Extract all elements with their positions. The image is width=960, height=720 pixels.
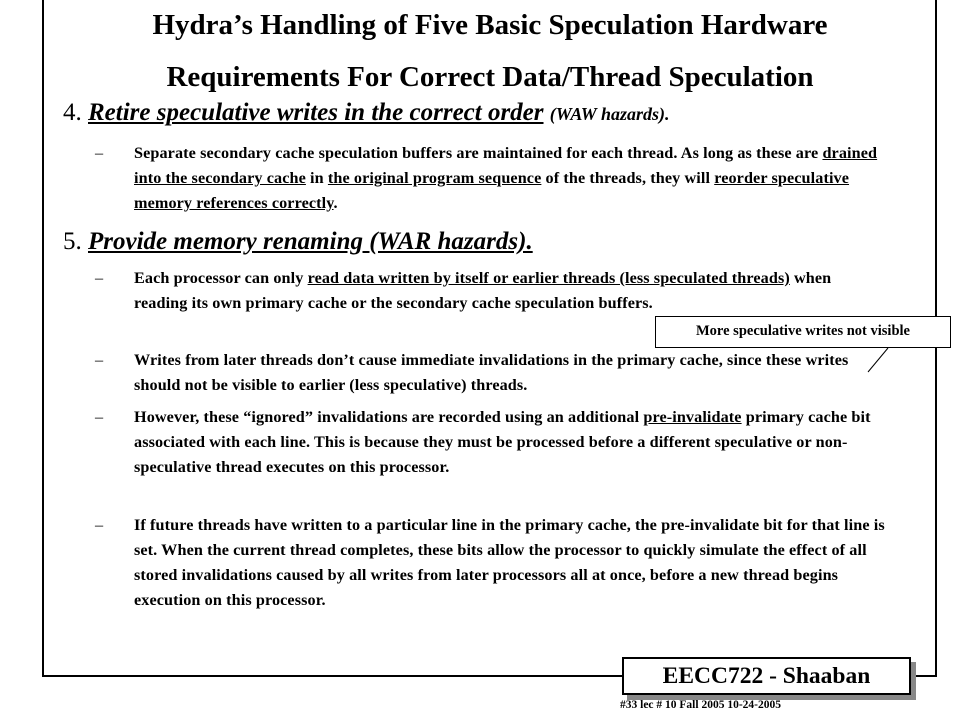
bullet-dash: – — [95, 516, 104, 534]
underline-read-data: read data written by itself or earlier threads (less speculated threads) — [307, 269, 790, 287]
bullet-dash: – — [95, 351, 104, 369]
point-5-heading — [63, 227, 533, 257]
underline-reorder: reorder speculative memory references correctly — [134, 169, 850, 212]
slide-title-line1: Hydra’s Handling of Five Basic Speculation Hardware — [152, 9, 828, 41]
point-4-note: (WAW hazards). — [549, 104, 670, 124]
course-badge: EECC722 - Shaaban — [622, 657, 911, 695]
underline-drained: drained into the secondary cache — [134, 144, 878, 187]
point-5-item-3: – However, these “ignored” invalidations are recorded using an additional pre-invalidate primary cache bit associated with each line. This is because they must be processed before a different speculative or non-speculative thread executes on this processor. — [95, 405, 885, 480]
slide-footer-info: #33 lec # 10 Fall 2005 10-24-2005 — [620, 699, 781, 711]
point-5-item-1: – Each processor can only read data written by itself or earlier threads (less speculated threads) when reading its own primary cache or the secondary cache speculation buffers. — [95, 266, 885, 316]
underline-pre-invalidate: pre-invalidate — [643, 408, 742, 426]
point-4-title: Retire speculative writes in the correct order — [88, 99, 544, 126]
point-4-heading — [63, 98, 669, 129]
point-5-item-4: – If future threads have written to a particular line in the primary cache, the pre-invalidate bit for that line is set. When the current thread completes, these bits allow the processor to quickly simulate the effect of all stored invalidations caused by all writes from later processors all at once, before a new thread begins execution on this processor. — [95, 513, 885, 613]
point-4-number: 4. — [63, 99, 82, 126]
bullet-dash: – — [95, 269, 104, 287]
point-4-item-1: – Separate secondary cache speculation buffers are maintained for each thread. As long as these are drained into the secondary cache in the original program sequence of the threads, they will reorder speculative memory references correctly. — [95, 141, 885, 216]
bullet-dash: – — [95, 144, 104, 162]
point-5-item-2: – Writes from later threads don’t cause immediate invalidations in the primary cache, since these writes should not be visible to earlier (less speculative) threads. — [95, 348, 885, 398]
underline-program-sequence: the original program sequence — [327, 169, 542, 187]
bullet-dash: – — [95, 408, 104, 426]
callout-box: More speculative writes not visible — [655, 316, 951, 348]
slide-title-line2: Requirements For Correct Data/Thread Speculation — [166, 61, 814, 93]
point-5-number: 5. — [63, 228, 82, 255]
point-5-title: Provide memory renaming (WAR hazards). — [88, 228, 533, 255]
